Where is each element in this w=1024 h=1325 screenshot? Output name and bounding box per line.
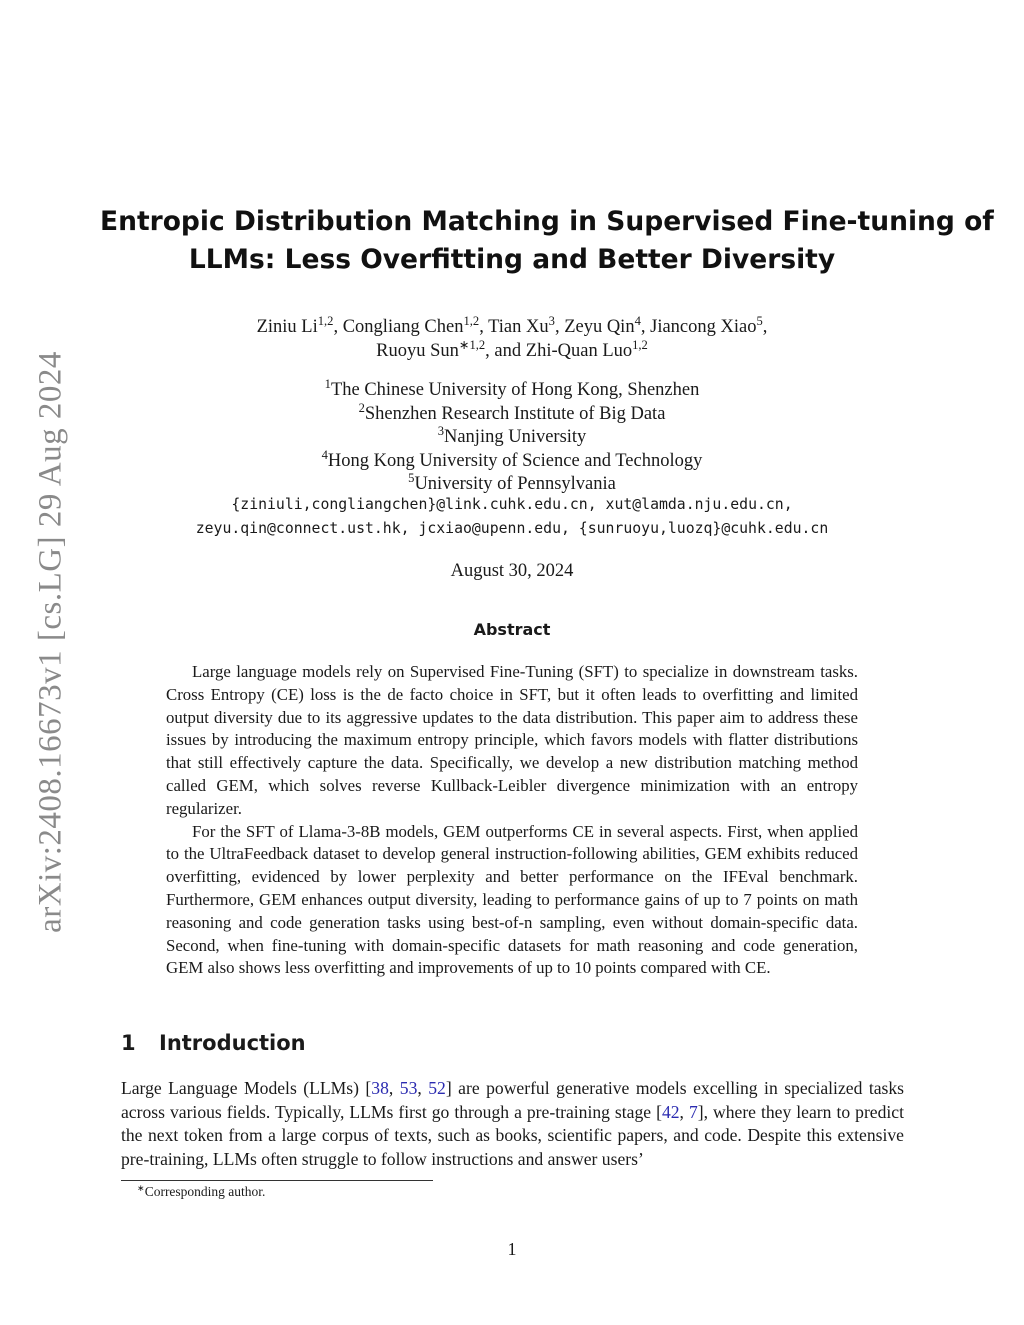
title-line-2: LLMs: Less Overfitting and Better Diversity [188,244,836,275]
footnote [137,1184,265,1200]
affiliation-mark: 4 [321,447,328,462]
author-affiliation-mark: 1,2 [632,338,648,353]
author-name: Tian Xu [488,317,549,337]
abstract-paragraph-1: Large language models rely on Supervised Fine-Tuning (SFT) to specialize in downstream tasks. Cross Entropy (CE) loss is the de facto choice in SFT, but it often leads to overfitting and limited output diversity due to its aggressive updates to the data distribution. This paper aim to address these issues by introducing the maximum entropy principle, which favors models with flatter distributions that still effectively capture the data. Specifically, we develop a new distribution matching method called GEM, which solves reverse Kullback-Leibler divergence minimization with an entropy regularizer. [166,662,858,818]
author-name: Zeyu Qin [564,317,635,337]
email-line-2: zeyu.qin@connect.ust.hk, jcxiao@upenn.edu, {sunruoyu,luozq}@cuhk.edu.cn [195,519,829,537]
author-list [100,315,924,363]
footnote-mark: ∗ [137,1182,145,1193]
affiliation-mark: 1 [324,377,331,392]
footnote-divider [121,1180,433,1181]
affiliation-mark: 3 [437,424,444,439]
page-number: 1 [507,1239,517,1259]
author-emails [100,493,924,540]
affiliation-name: Nanjing University [443,427,587,447]
email-line-1: {ziniuli,congliangchen}@link.cuhk.edu.cn, xut@lamda.nju.edu.cn, [231,496,793,513]
citation-link[interactable]: 38 [371,1078,389,1098]
affiliation-item [100,447,924,474]
arxiv-identifier-stamp: arXiv:2408.16673v1 [cs.LG] 29 Aug 2024 [32,351,69,933]
affiliation-mark: 2 [358,400,365,415]
affiliation-list [100,379,924,497]
section-heading [121,1031,306,1055]
author-name: Ruoyu Sun [376,341,459,361]
abstract-body [166,661,858,980]
author-affiliation-mark: 1,2 [463,314,480,329]
introduction-paragraph: Large Language Models (LLMs) [38, 53, 52] are powerful generative models excelling in specialized tasks across various fields. Typically, LLMs first go through a pre-training stage [42, 7], where they learn to predict the next token from a large corpus of texts, such as books, scientific papers, and code. Despite this extensive pre-training, LLMs often struggle to follow instructions and answer users’ [121,1078,905,1169]
author-affiliation-mark: 5 [756,314,763,329]
author-affiliation-mark: ∗1,2 [458,338,486,353]
author-line-2: Ruoyu Sun$^{∗1,2}$, and Zhi-Quan Luo$^{1,2}$ [376,338,648,361]
author-affiliation-mark: 4 [634,314,641,329]
author-name: Zhi-Quan Luo [525,341,633,361]
author-name: Congliang Chen [342,317,464,337]
affiliation-name: The Chinese University of Hong Kong, Shenzhen [330,380,700,400]
author-name: Ziniu Li [256,317,318,337]
abstract-paragraph-2: For the SFT of Llama-3-8B models, GEM outperforms CE in several aspects. First, when applied to the UltraFeedback dataset to develop general instruction-following abilities, GEM exhibits reduced overfitting, evidenced by lower perplexity and better performance on the IFEval benchmark. Furthermore, GEM enhances output diversity, leading to performance gains of up to 7 points on math reasoning and code generation tasks using best-of-n sampling, even without domain-specific data. Second, when fine-tuning with domain-specific datasets for math reasoning and code generation, GEM also shows less overfitting and improvements of up to 10 points compared with CE. [166,821,858,978]
affiliation-name: Hong Kong University of Science and Technology [327,450,703,471]
citation-link[interactable]: 53 [399,1078,418,1098]
section-title: Introduction [159,1031,306,1055]
paper-title [100,203,994,279]
section-number: 1 [121,1031,136,1055]
author-line-1: Ziniu Li$^{1,2}$, Congliang Chen$^{1,2}$, Tian Xu$^3$, Zeyu Qin$^4$, Jiancong Xiao$^5$, [256,314,768,337]
paper-date: August 30, 2024 [450,561,574,581]
author-affiliation-mark: 1,2 [317,314,334,329]
affiliation-name: University of Pennsylvania [414,474,616,494]
footnote-text: Corresponding author. [144,1184,266,1199]
author-affiliation-mark: 3 [548,314,555,329]
affiliation-mark: 5 [408,471,415,486]
affiliation-item [100,379,924,403]
author-name: Jiancong Xiao [650,317,757,337]
affiliation-item [100,426,924,450]
affiliation-item [100,400,924,427]
affiliation-name: Shenzhen Research Institute of Big Data [364,403,666,424]
abstract-heading: Abstract [473,620,551,639]
citation-link[interactable]: 52 [428,1078,446,1098]
title-line-1: Entropic Distribution Matching in Supervised Fine-tuning of [100,206,994,237]
citation-link[interactable]: 42 [661,1101,680,1122]
citation-link[interactable]: 7 [688,1101,698,1122]
